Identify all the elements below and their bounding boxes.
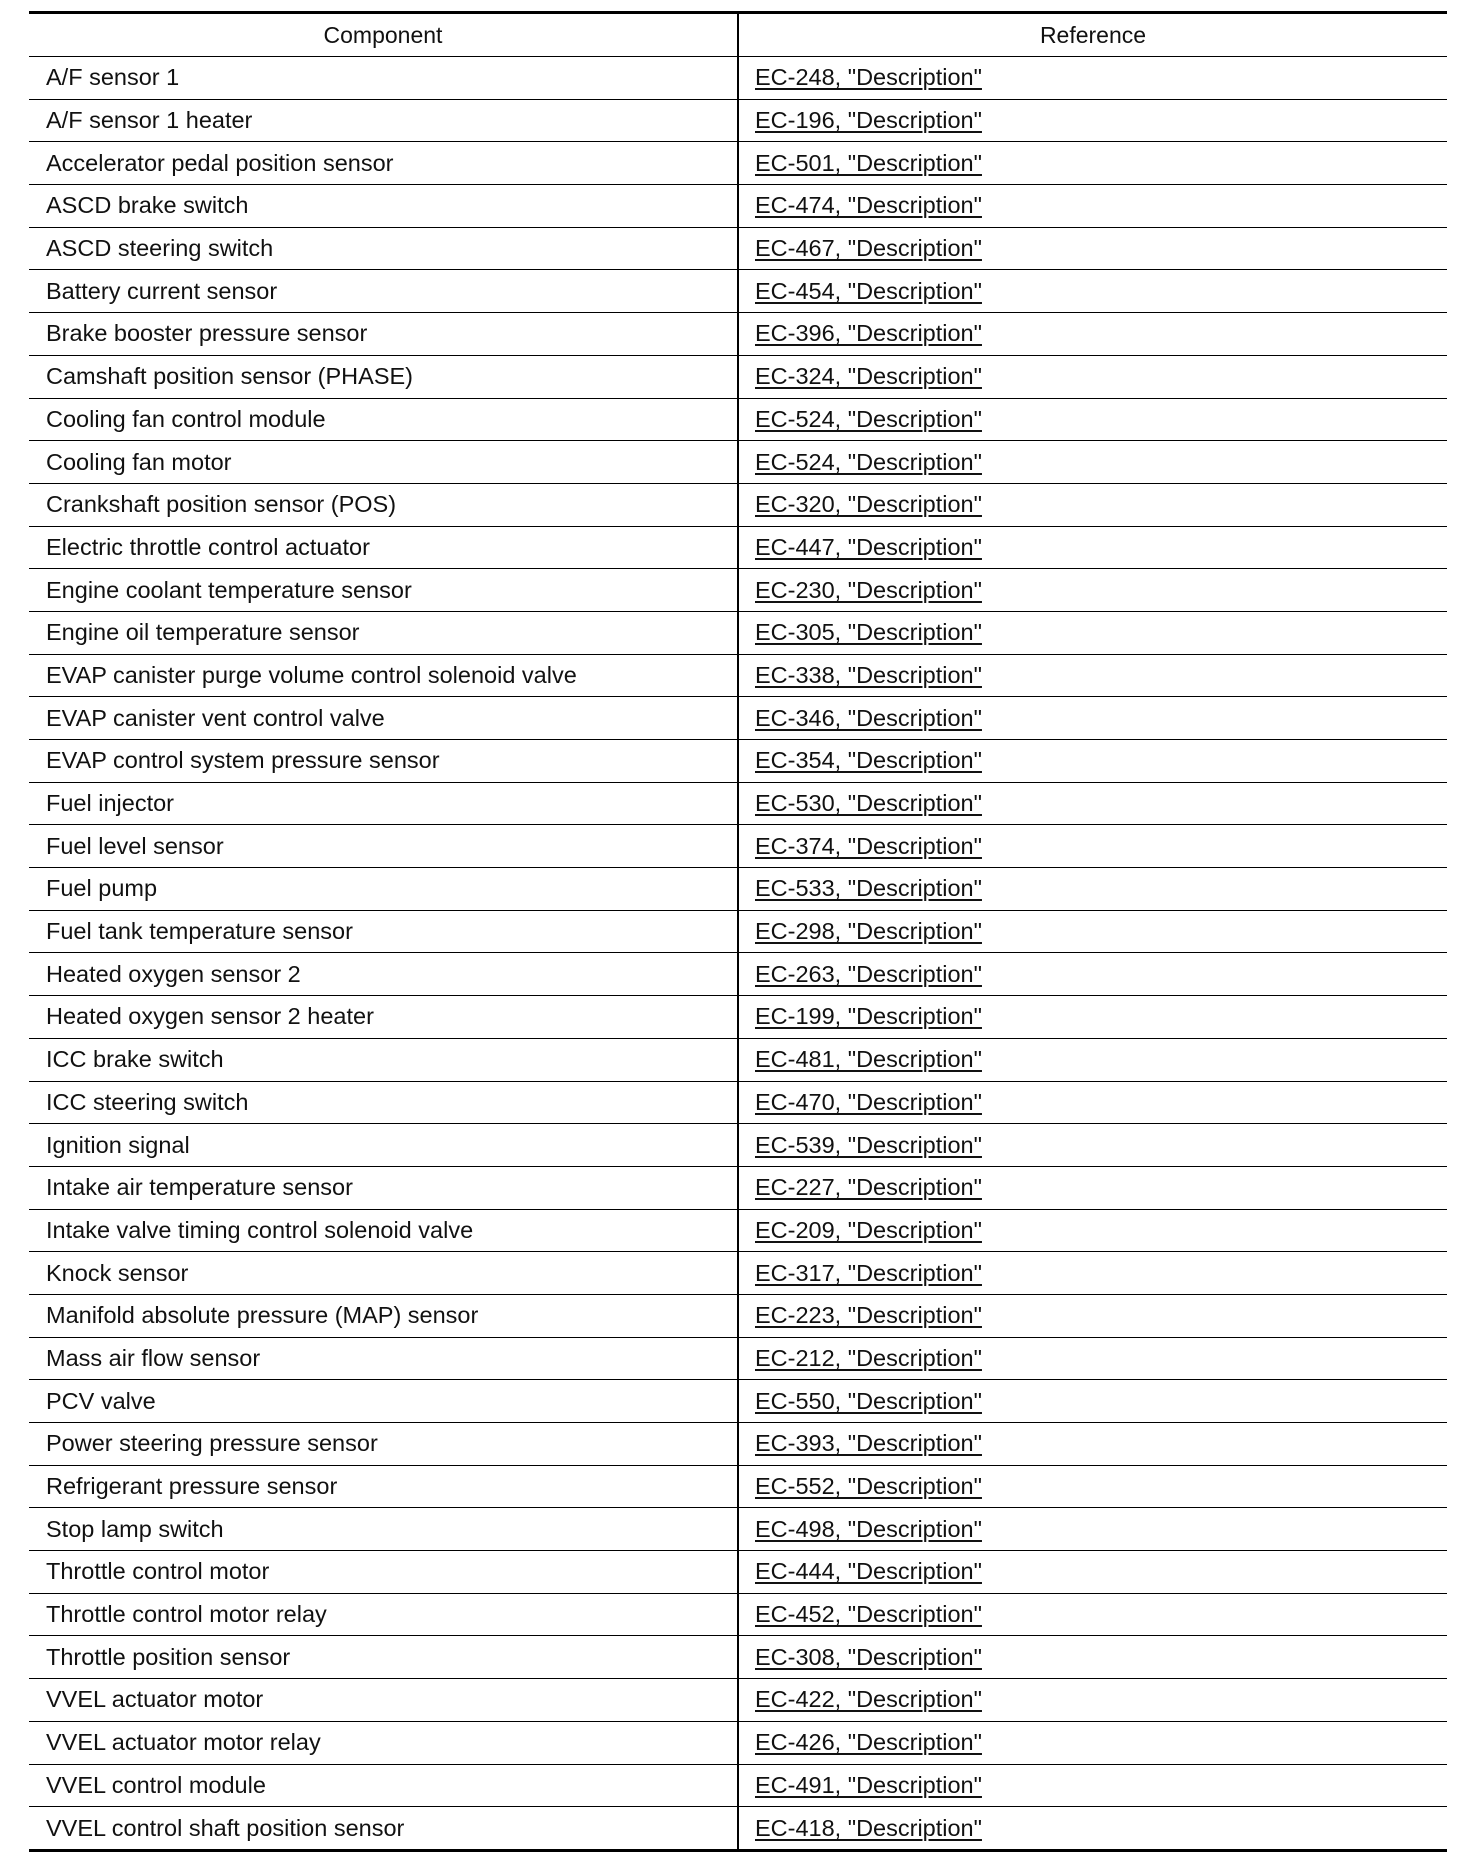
component-cell: Throttle position sensor	[29, 1636, 738, 1679]
table-row	[29, 99, 1447, 142]
reference-cell	[738, 1337, 1447, 1380]
reference-link[interactable]: EC-444, "Description"	[755, 1558, 982, 1585]
component-cell: Heated oxygen sensor 2 heater	[29, 996, 738, 1039]
reference-link[interactable]: EC-454, "Description"	[755, 277, 982, 304]
component-cell: Cooling fan motor	[29, 441, 738, 484]
reference-link[interactable]: EC-501, "Description"	[755, 149, 982, 176]
table-row	[29, 227, 1447, 270]
header-row	[29, 13, 1447, 57]
header-reference: Reference	[738, 13, 1447, 57]
component-cell: EVAP control system pressure sensor	[29, 740, 738, 783]
reference-cell	[738, 270, 1447, 313]
table-row	[29, 910, 1447, 953]
reference-cell	[738, 740, 1447, 783]
table-row	[29, 1337, 1447, 1380]
component-cell: Fuel pump	[29, 868, 738, 911]
table-row	[29, 953, 1447, 996]
reference-link[interactable]: EC-230, "Description"	[755, 576, 982, 603]
table-row	[29, 1679, 1447, 1722]
table-row	[29, 1636, 1447, 1679]
reference-link[interactable]: EC-308, "Description"	[755, 1643, 982, 1670]
component-cell: A/F sensor 1 heater	[29, 99, 738, 142]
component-cell: VVEL actuator motor	[29, 1679, 738, 1722]
table-row	[29, 569, 1447, 612]
document-page	[29, 11, 1447, 1852]
reference-cell	[738, 1807, 1447, 1851]
reference-cell	[738, 1294, 1447, 1337]
reference-link[interactable]: EC-470, "Description"	[755, 1088, 982, 1115]
table-row	[29, 868, 1447, 911]
table-row	[29, 355, 1447, 398]
component-cell: Fuel tank temperature sensor	[29, 910, 738, 953]
component-cell: Stop lamp switch	[29, 1508, 738, 1551]
table-row	[29, 1508, 1447, 1551]
reference-link[interactable]: EC-227, "Description"	[755, 1174, 982, 1201]
reference-link[interactable]: EC-223, "Description"	[755, 1302, 982, 1329]
table-row	[29, 1252, 1447, 1295]
table-row	[29, 740, 1447, 783]
component-cell: VVEL actuator motor relay	[29, 1721, 738, 1764]
reference-cell	[738, 1508, 1447, 1551]
component-cell: VVEL control module	[29, 1764, 738, 1807]
reference-cell	[738, 99, 1447, 142]
component-cell: Mass air flow sensor	[29, 1337, 738, 1380]
reference-cell	[738, 1252, 1447, 1295]
component-cell: ASCD brake switch	[29, 185, 738, 228]
component-cell: Knock sensor	[29, 1252, 738, 1295]
component-reference-table	[29, 11, 1447, 1852]
component-cell: Fuel level sensor	[29, 825, 738, 868]
reference-cell	[738, 1679, 1447, 1722]
reference-cell	[738, 1423, 1447, 1466]
table-row	[29, 1124, 1447, 1167]
table-row	[29, 57, 1447, 100]
reference-link[interactable]: EC-196, "Description"	[755, 107, 982, 134]
reference-link[interactable]: EC-317, "Description"	[755, 1259, 982, 1286]
reference-cell	[738, 483, 1447, 526]
table-row	[29, 1764, 1447, 1807]
reference-link[interactable]: EC-324, "Description"	[755, 363, 982, 390]
table-row	[29, 1721, 1447, 1764]
reference-link[interactable]: EC-422, "Description"	[755, 1686, 982, 1713]
reference-link[interactable]: EC-396, "Description"	[755, 320, 982, 347]
reference-cell	[738, 782, 1447, 825]
table-row	[29, 697, 1447, 740]
component-cell: ICC brake switch	[29, 1038, 738, 1081]
reference-cell	[738, 654, 1447, 697]
table-row	[29, 1038, 1447, 1081]
component-cell: ASCD steering switch	[29, 227, 738, 270]
component-cell: Fuel injector	[29, 782, 738, 825]
reference-link[interactable]: EC-533, "Description"	[755, 875, 982, 902]
component-cell: Intake air temperature sensor	[29, 1166, 738, 1209]
table-row	[29, 1551, 1447, 1594]
reference-cell	[738, 57, 1447, 100]
reference-link[interactable]: EC-374, "Description"	[755, 832, 982, 859]
reference-cell	[738, 142, 1447, 185]
reference-link[interactable]: EC-418, "Description"	[755, 1814, 982, 1841]
reference-link[interactable]: EC-481, "Description"	[755, 1046, 982, 1073]
reference-cell	[738, 569, 1447, 612]
component-cell: Power steering pressure sensor	[29, 1423, 738, 1466]
reference-link[interactable]: EC-491, "Description"	[755, 1771, 982, 1798]
table-row	[29, 270, 1447, 313]
reference-link[interactable]: EC-530, "Description"	[755, 790, 982, 817]
component-cell: VVEL control shaft position sensor	[29, 1807, 738, 1851]
table-row	[29, 441, 1447, 484]
reference-cell	[738, 227, 1447, 270]
reference-link[interactable]: EC-498, "Description"	[755, 1515, 982, 1542]
table-row	[29, 185, 1447, 228]
reference-link[interactable]: EC-524, "Description"	[755, 448, 982, 475]
reference-cell	[738, 313, 1447, 356]
component-cell: EVAP canister purge volume control solenoid valve	[29, 654, 738, 697]
table-row	[29, 1423, 1447, 1466]
reference-link[interactable]: EC-298, "Description"	[755, 918, 982, 945]
component-cell: Brake booster pressure sensor	[29, 313, 738, 356]
reference-cell	[738, 1551, 1447, 1594]
reference-link[interactable]: EC-346, "Description"	[755, 704, 982, 731]
reference-link[interactable]: EC-199, "Description"	[755, 1003, 982, 1030]
reference-cell	[738, 441, 1447, 484]
component-cell: Heated oxygen sensor 2	[29, 953, 738, 996]
reference-cell	[738, 1209, 1447, 1252]
table-row	[29, 1294, 1447, 1337]
reference-link[interactable]: EC-452, "Description"	[755, 1601, 982, 1628]
component-cell: Engine oil temperature sensor	[29, 611, 738, 654]
reference-cell	[738, 825, 1447, 868]
table-row	[29, 142, 1447, 185]
table-row	[29, 1465, 1447, 1508]
reference-cell	[738, 1038, 1447, 1081]
reference-cell	[738, 996, 1447, 1039]
table-row	[29, 1209, 1447, 1252]
table-row	[29, 1081, 1447, 1124]
reference-cell	[738, 1166, 1447, 1209]
component-cell: Accelerator pedal position sensor	[29, 142, 738, 185]
table-row	[29, 313, 1447, 356]
reference-cell	[738, 526, 1447, 569]
component-cell: Cooling fan control module	[29, 398, 738, 441]
reference-link[interactable]: EC-539, "Description"	[755, 1131, 982, 1158]
table-body	[29, 57, 1447, 1851]
reference-cell	[738, 185, 1447, 228]
component-cell: Throttle control motor relay	[29, 1593, 738, 1636]
header-component: Component	[29, 13, 738, 57]
table-row	[29, 782, 1447, 825]
reference-link[interactable]: EC-320, "Description"	[755, 491, 982, 518]
table-row	[29, 483, 1447, 526]
table-header	[29, 13, 1447, 57]
component-cell: Electric throttle control actuator	[29, 526, 738, 569]
reference-link[interactable]: EC-248, "Description"	[755, 64, 982, 91]
reference-cell	[738, 868, 1447, 911]
component-cell: A/F sensor 1	[29, 57, 738, 100]
table-row	[29, 611, 1447, 654]
component-cell: Manifold absolute pressure (MAP) sensor	[29, 1294, 738, 1337]
reference-link[interactable]: EC-263, "Description"	[755, 960, 982, 987]
reference-cell	[738, 355, 1447, 398]
reference-cell	[738, 1636, 1447, 1679]
table-row	[29, 1166, 1447, 1209]
table-row	[29, 654, 1447, 697]
reference-link[interactable]: EC-447, "Description"	[755, 533, 982, 560]
component-cell: Refrigerant pressure sensor	[29, 1465, 738, 1508]
component-cell: ICC steering switch	[29, 1081, 738, 1124]
reference-cell	[738, 1124, 1447, 1167]
reference-link[interactable]: EC-338, "Description"	[755, 661, 982, 688]
table-row	[29, 526, 1447, 569]
table-row	[29, 1380, 1447, 1423]
reference-link[interactable]: EC-393, "Description"	[755, 1430, 982, 1457]
reference-cell	[738, 1380, 1447, 1423]
component-cell: EVAP canister vent control valve	[29, 697, 738, 740]
table-row	[29, 1807, 1447, 1851]
component-cell: Engine coolant temperature sensor	[29, 569, 738, 612]
table-row	[29, 825, 1447, 868]
reference-link[interactable]: EC-552, "Description"	[755, 1473, 982, 1500]
reference-link[interactable]: EC-474, "Description"	[755, 192, 982, 219]
reference-link[interactable]: EC-426, "Description"	[755, 1729, 982, 1756]
component-cell: Crankshaft position sensor (POS)	[29, 483, 738, 526]
component-cell: Throttle control motor	[29, 1551, 738, 1594]
reference-cell	[738, 1593, 1447, 1636]
reference-cell	[738, 1721, 1447, 1764]
reference-link[interactable]: EC-305, "Description"	[755, 619, 982, 646]
reference-cell	[738, 1465, 1447, 1508]
reference-link[interactable]: EC-524, "Description"	[755, 405, 982, 432]
component-cell: Battery current sensor	[29, 270, 738, 313]
table-row	[29, 996, 1447, 1039]
reference-cell	[738, 611, 1447, 654]
reference-cell	[738, 953, 1447, 996]
table-row	[29, 398, 1447, 441]
reference-link[interactable]: EC-354, "Description"	[755, 747, 982, 774]
reference-link[interactable]: EC-467, "Description"	[755, 235, 982, 262]
component-cell: Ignition signal	[29, 1124, 738, 1167]
reference-cell	[738, 910, 1447, 953]
component-cell: PCV valve	[29, 1380, 738, 1423]
reference-cell	[738, 1081, 1447, 1124]
reference-cell	[738, 398, 1447, 441]
reference-link[interactable]: EC-550, "Description"	[755, 1387, 982, 1414]
table-row	[29, 1593, 1447, 1636]
component-cell: Intake valve timing control solenoid valve	[29, 1209, 738, 1252]
component-cell: Camshaft position sensor (PHASE)	[29, 355, 738, 398]
reference-cell	[738, 697, 1447, 740]
reference-link[interactable]: EC-209, "Description"	[755, 1216, 982, 1243]
reference-link[interactable]: EC-212, "Description"	[755, 1344, 982, 1371]
reference-cell	[738, 1764, 1447, 1807]
